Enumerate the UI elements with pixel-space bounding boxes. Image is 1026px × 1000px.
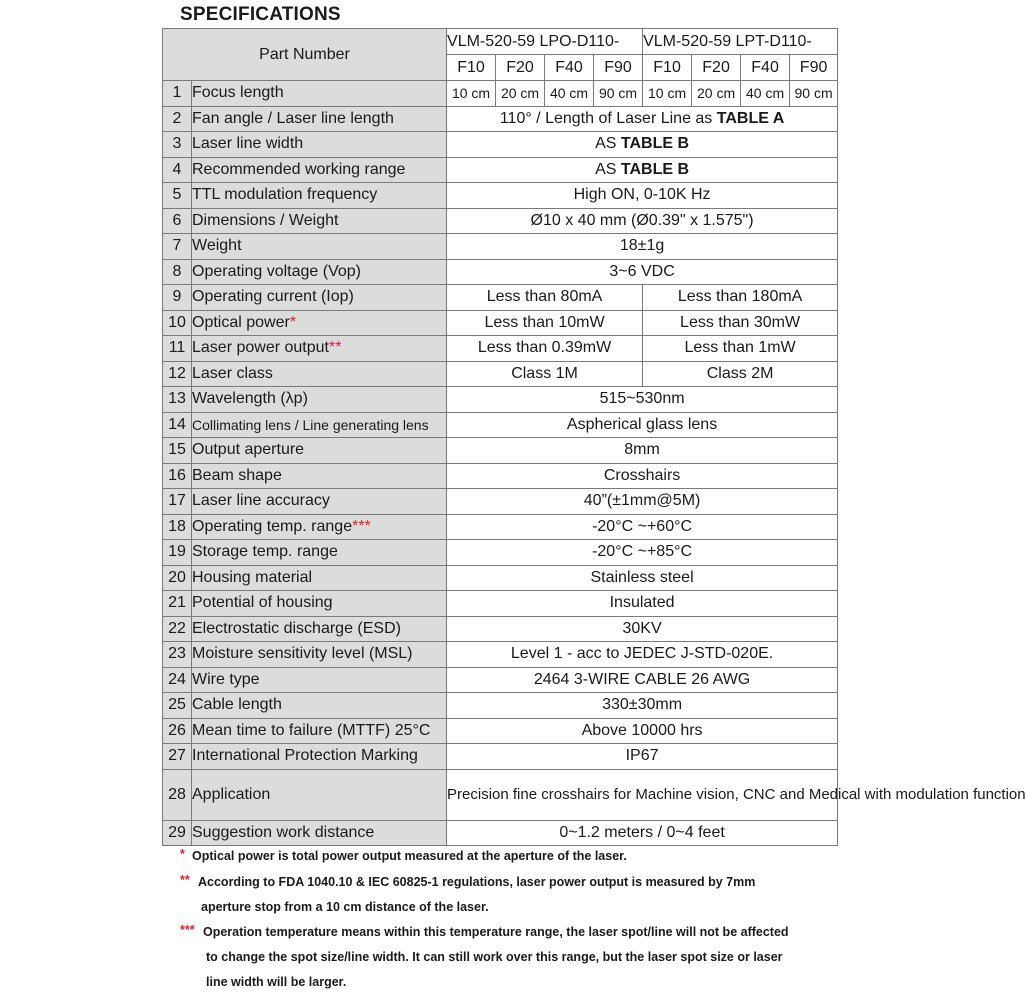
spec-row (163, 565, 838, 591)
row-label: Fan angle / Laser line length (192, 106, 447, 132)
row-label: Electrostatic discharge (ESD) (192, 616, 447, 642)
row-number: 1 (163, 81, 192, 107)
spec-row (163, 259, 838, 285)
spec-row (163, 438, 838, 464)
spec-row (163, 81, 838, 107)
row-number: 19 (163, 540, 192, 566)
asterisk-mark: ** (328, 339, 342, 357)
row-label: Weight (192, 234, 447, 260)
row-label: Cable length (192, 693, 447, 719)
table-reference: TABLE A (716, 109, 785, 127)
spec-row (163, 769, 838, 820)
row-number: 13 (163, 387, 192, 413)
spec-row (163, 514, 838, 540)
row-number: 17 (163, 489, 192, 515)
row-value: Insulated (447, 591, 838, 617)
row-number: 12 (163, 361, 192, 387)
spec-row (163, 183, 838, 209)
footnote-text: According to FDA 1040.10 & IEC 60825-1 regulations, laser power output is measured by 7mm (198, 875, 756, 889)
spec-row (163, 489, 838, 515)
spec-row (163, 234, 838, 260)
spec-row (163, 642, 838, 668)
focus-code-cell: F10 (447, 55, 496, 81)
spec-row (163, 616, 838, 642)
model-lpo: VLM-520-59 LPO-D110- (447, 29, 643, 55)
row-value: Level 1 - acc to JEDEC J-STD-020E. (447, 642, 838, 668)
spec-row (163, 744, 838, 770)
row-label: Storage temp. range (192, 540, 447, 566)
value-lpt: Less than 30mW (643, 310, 838, 336)
row-value: AS TABLE B (447, 132, 838, 158)
spec-row (163, 361, 838, 387)
row-number: 6 (163, 208, 192, 234)
spec-row (163, 336, 838, 362)
row-number: 16 (163, 463, 192, 489)
row-number: 14 (163, 412, 192, 438)
focus-code-cell: F20 (496, 55, 545, 81)
spec-row (163, 285, 838, 311)
row-label: Operating voltage (Vop) (192, 259, 447, 285)
row-number: 29 (163, 820, 192, 846)
spec-row (163, 132, 838, 158)
row-value: 0~1.2 meters / 0~4 feet (447, 820, 838, 846)
focus-code-cell: F90 (790, 55, 838, 81)
table-reference: TABLE B (620, 135, 690, 153)
spec-row (163, 540, 838, 566)
focus-code-cell: F40 (545, 55, 594, 81)
spec-row (163, 718, 838, 744)
focus-length-cell: 10 cm (643, 81, 692, 107)
row-number: 11 (163, 336, 192, 362)
asterisk-mark: * (289, 313, 297, 331)
row-value: -20°C ~+60°C (447, 514, 838, 540)
row-number: 4 (163, 157, 192, 183)
footnote-mark: * (180, 847, 185, 861)
model-lpt: VLM-520-59 LPT-D110- (643, 29, 838, 55)
spec-row (163, 387, 838, 413)
row-value: Ø10 x 40 mm (Ø0.39" x 1.575") (447, 208, 838, 234)
row-label: Suggestion work distance (192, 820, 447, 846)
row-value: IP67 (447, 744, 838, 770)
row-number: 7 (163, 234, 192, 260)
row-number: 26 (163, 718, 192, 744)
spec-row (163, 106, 838, 132)
row-label: Laser line width (192, 132, 447, 158)
row-value: 110° / Length of Laser Line as TABLE A (447, 106, 838, 132)
row-number: 3 (163, 132, 192, 158)
spec-row (163, 412, 838, 438)
focus-code-cell: F10 (643, 55, 692, 81)
row-number: 28 (163, 769, 192, 820)
row-value: High ON, 0-10K Hz (447, 183, 838, 209)
row-label: Dimensions / Weight (192, 208, 447, 234)
row-label: Optical power* (192, 310, 447, 336)
focus-length-cell: 20 cm (692, 81, 741, 107)
row-label: Wire type (192, 667, 447, 693)
row-label: Housing material (192, 565, 447, 591)
spec-row (163, 157, 838, 183)
row-value: 30KV (447, 616, 838, 642)
row-label: International Protection Marking (192, 744, 447, 770)
row-value: Crosshairs (447, 463, 838, 489)
value-lpo: Less than 0.39mW (447, 336, 643, 362)
row-label: Output aperture (192, 438, 447, 464)
row-number: 21 (163, 591, 192, 617)
row-label: Focus length (192, 81, 447, 107)
footnote-text: Optical power is total power output measured at the aperture of the laser. (192, 849, 627, 863)
row-number: 9 (163, 285, 192, 311)
footnote-text: to change the spot size/line width. It can still work over this range, but the laser spot size or laser (206, 950, 783, 964)
footnote-mark: ** (180, 873, 190, 887)
spec-row (163, 591, 838, 617)
row-value: Above 10000 hrs (447, 718, 838, 744)
asterisk-mark: *** (352, 517, 371, 535)
row-value: 330±30mm (447, 693, 838, 719)
row-label: TTL modulation frequency (192, 183, 447, 209)
row-label: Potential of housing (192, 591, 447, 617)
footnote-text: line width will be larger. (206, 975, 347, 989)
row-value: 40”(±1mm@5M) (447, 489, 838, 515)
row-label: Mean time to failure (MTTF) 25°C (192, 718, 447, 744)
specifications-table (162, 28, 1026, 846)
row-label: Wavelength (λp) (192, 387, 447, 413)
focus-code-cell: F40 (741, 55, 790, 81)
spec-row (163, 693, 838, 719)
value-lpt: Less than 180mA (643, 285, 838, 311)
row-label: Moisture sensitivity level (MSL) (192, 642, 447, 668)
row-label: Recommended working range (192, 157, 447, 183)
row-number: 2 (163, 106, 192, 132)
row-value: 8mm (447, 438, 838, 464)
row-value: AS TABLE B (447, 157, 838, 183)
focus-length-cell: 10 cm (447, 81, 496, 107)
value-lpo: Less than 10mW (447, 310, 643, 336)
row-value: Precision fine crosshairs for Machine vision, CNC and Medical with modulation function (447, 769, 838, 820)
focus-length-cell: 40 cm (545, 81, 594, 107)
row-value: -20°C ~+85°C (447, 540, 838, 566)
row-label: Beam shape (192, 463, 447, 489)
row-value: 18±1g (447, 234, 838, 260)
table-reference: TABLE B (620, 160, 690, 178)
spec-row (163, 463, 838, 489)
row-number: 8 (163, 259, 192, 285)
row-number: 27 (163, 744, 192, 770)
row-number: 22 (163, 616, 192, 642)
row-number: 20 (163, 565, 192, 591)
spec-row (163, 667, 838, 693)
focus-length-cell: 20 cm (496, 81, 545, 107)
row-number: 18 (163, 514, 192, 540)
focus-code-cell: F20 (692, 55, 741, 81)
row-label: Operating current (Iop) (192, 285, 447, 311)
row-label: Laser class (192, 361, 447, 387)
value-lpo: Class 1M (447, 361, 643, 387)
row-value: 515~530nm (447, 387, 838, 413)
footnote-mark: *** (180, 923, 195, 937)
row-number: 23 (163, 642, 192, 668)
focus-length-cell: 40 cm (741, 81, 790, 107)
row-label: Laser line accuracy (192, 489, 447, 515)
value-lpt: Less than 1mW (643, 336, 838, 362)
row-value: Stainless steel (447, 565, 838, 591)
row-label: Collimating lens / Line generating lens (192, 412, 447, 438)
footnote-text: aperture stop from a 10 cm distance of the laser. (201, 900, 489, 914)
row-value: 2464 3-WIRE CABLE 26 AWG (447, 667, 838, 693)
row-number: 25 (163, 693, 192, 719)
row-value: Aspherical glass lens (447, 412, 838, 438)
row-number: 15 (163, 438, 192, 464)
row-number: 5 (163, 183, 192, 209)
value-lpt: Class 2M (643, 361, 838, 387)
row-number: 24 (163, 667, 192, 693)
spec-row (163, 310, 838, 336)
focus-code-cell: F90 (594, 55, 643, 81)
focus-length-cell: 90 cm (790, 81, 838, 107)
row-value: 3~6 VDC (447, 259, 838, 285)
part-number-header: Part Number (163, 29, 447, 81)
row-label: Application (192, 769, 447, 820)
spec-row (163, 820, 838, 846)
row-label: Laser power output** (192, 336, 447, 362)
footnote-text: Operation temperature means within this temperature range, the laser spot/line will not be affected (203, 925, 789, 939)
focus-length-cell: 90 cm (594, 81, 643, 107)
page-title: SPECIFICATIONS (180, 4, 341, 25)
row-number: 10 (163, 310, 192, 336)
value-lpo: Less than 80mA (447, 285, 643, 311)
row-label: Operating temp. range*** (192, 514, 447, 540)
spec-row (163, 208, 838, 234)
